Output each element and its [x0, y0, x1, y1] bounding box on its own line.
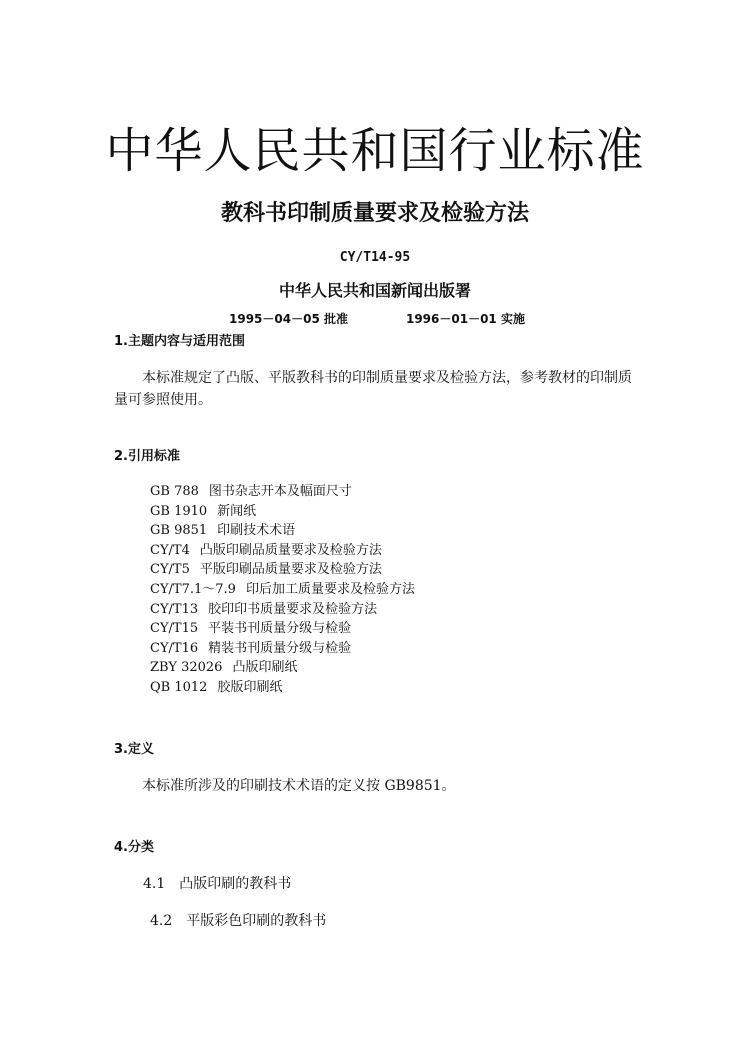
list-item [150, 560, 415, 580]
approval-date: 1995－04－05 批准 [229, 312, 348, 326]
section-1-heading: 1.主题内容与适用范围 [114, 334, 245, 349]
reference-list [150, 482, 415, 698]
ref-number: QB 1012 [150, 679, 208, 695]
section-2-heading: 2.引用标准 [114, 449, 180, 464]
section-3-heading: 3.定义 [114, 742, 154, 757]
standard-code: CY/T14-95 [339, 250, 411, 265]
ref-title: 平装书刊质量分级与检验 [208, 621, 352, 637]
ref-title: 图书杂志开本及幅面尺寸 [208, 484, 352, 499]
ref-number: CY/T7.1～7.9 [150, 581, 236, 597]
list-item [150, 600, 415, 620]
document-subtitle: 教科书印制质量要求及检验方法 [220, 201, 529, 226]
section-1-text: 本标准规定了凸版、平版教科书的印制质量要求及检验方法，参考教材的印制质量可参照使用。 [114, 370, 632, 408]
list-item [150, 521, 415, 541]
list-item [150, 482, 415, 502]
publisher: 中华人民共和国新闻出版署 [278, 281, 471, 300]
ref-number: CY/T16 [150, 640, 199, 656]
list-item [150, 502, 415, 522]
list-item [150, 639, 415, 659]
ref-title: 印刷技术术语 [217, 523, 296, 539]
ref-title: 胶印印书质量要求及检验方法 [208, 601, 378, 617]
ref-number: CY/T13 [150, 601, 199, 617]
list-item [150, 541, 415, 561]
ref-number: CY/T15 [150, 621, 199, 637]
ref-title: 凸版印刷品质量要求及检验方法 [199, 542, 382, 558]
ref-number: GB 1910 [150, 503, 208, 519]
section-4-item: 4.1 凸版印刷的教科书 [143, 876, 292, 892]
ref-number: GB 788 [150, 484, 199, 499]
ref-title: 胶版印刷纸 [217, 679, 283, 695]
ref-title: 印后加工质量要求及检验方法 [245, 581, 415, 597]
ref-title: 平版印刷品质量要求及检验方法 [199, 562, 382, 578]
section-3-text: 本标准所涉及的印刷技术术语的定义按 GB9851。 [142, 778, 456, 794]
ref-number: CY/T5 [150, 562, 190, 578]
ref-number: GB 9851 [150, 523, 208, 539]
document-title: 中华人民共和国行业标准 [105, 123, 645, 179]
list-item [150, 678, 415, 698]
list-item [150, 658, 415, 678]
ref-number: ZBY 32026 [150, 660, 223, 676]
date-line [229, 310, 525, 327]
section-4-heading: 4.分类 [114, 840, 154, 855]
ref-title: 凸版印刷纸 [232, 660, 298, 676]
ref-title: 新闻纸 [217, 503, 257, 519]
section-4-item: 4.2 平版彩色印刷的教科书 [150, 913, 327, 929]
list-item [150, 580, 415, 600]
ref-number: CY/T4 [150, 542, 190, 558]
ref-title: 精装书刊质量分级与检验 [208, 640, 352, 656]
list-item [150, 619, 415, 639]
implementation-date: 1996－01－01 实施 [405, 312, 525, 326]
